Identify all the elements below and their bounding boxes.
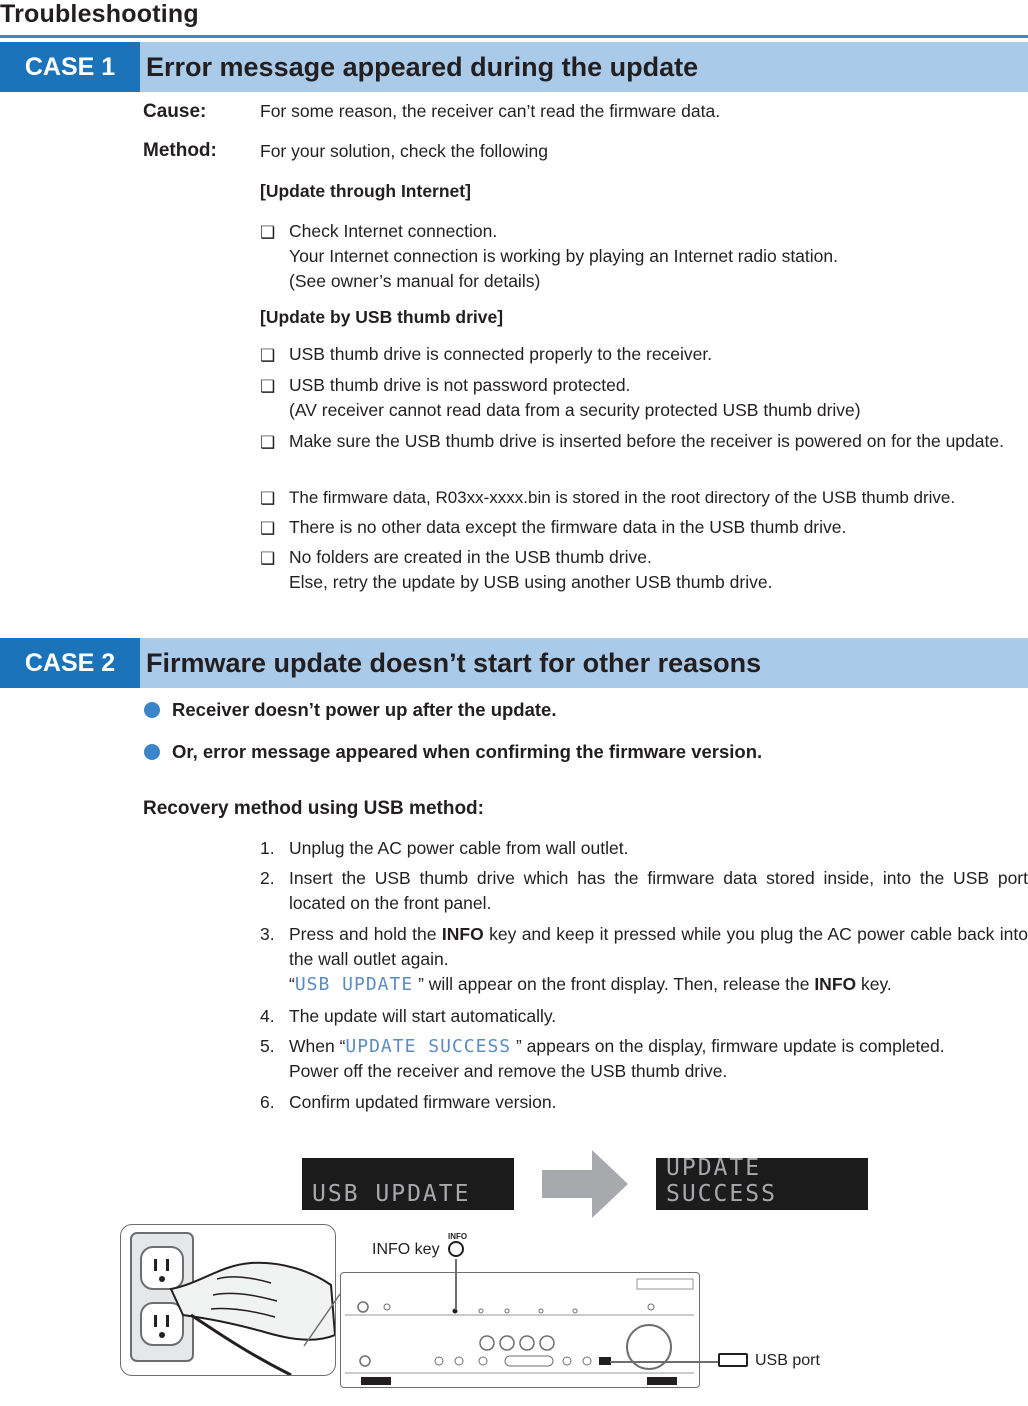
step-number: 6. xyxy=(260,1092,275,1112)
receiver-front-panel-icon xyxy=(341,1273,698,1386)
usb-heading: [Update by USB thumb drive] xyxy=(260,307,504,327)
step-text: key. xyxy=(856,974,892,994)
step-number: 2. xyxy=(260,868,275,888)
step-text: When “ xyxy=(289,1036,346,1056)
checklist-item xyxy=(260,342,1028,367)
checklist-text: No folders are created in the USB thumb drive. xyxy=(289,547,652,567)
checklist-text: (See owner’s manual for details) xyxy=(289,271,541,291)
checklist-text: The firmware data, R03xx-xxxx.bin is stored in the root directory of the USB thumb drive. xyxy=(289,488,956,507)
step-text: Power off the receiver and remove the USB thumb drive. xyxy=(289,1061,728,1081)
case2-bullet: Or, error message appeared when confirming the firmware version. xyxy=(172,741,763,762)
step-number: 4. xyxy=(260,1006,275,1026)
front-display-after: UPDATE SUCCESS xyxy=(656,1158,868,1210)
case1-title: Error message appeared during the update xyxy=(146,51,699,82)
checklist-text: USB thumb drive is connected properly to the receiver. xyxy=(289,344,713,364)
checkbox-icon: ❑ xyxy=(260,223,276,242)
case2-badge: CASE 2 xyxy=(0,638,140,688)
recovery-heading: Recovery method using USB method: xyxy=(143,798,484,819)
case2-bullet: Receiver doesn’t power up after the update. xyxy=(172,699,557,720)
checklist-text: Make sure the USB thumb drive is inserted before the receiver is powered on for the update. xyxy=(289,431,1004,451)
step-number: 1. xyxy=(260,838,275,858)
info-key-label: INFO key xyxy=(372,1241,440,1258)
checklist-item xyxy=(260,545,1028,595)
step-item xyxy=(260,866,1028,916)
step-item xyxy=(260,1034,1028,1084)
step-text: key and keep it pressed while you plug the AC power cable back into the wall outlet again. xyxy=(289,924,1028,969)
checkbox-icon: ❑ xyxy=(260,377,276,396)
info-key-ref: INFO xyxy=(441,924,484,944)
checklist-text: Your Internet connection is working by playing an Internet radio station. xyxy=(289,246,838,266)
case2-title: Firmware update doesn’t start for other reasons xyxy=(146,647,762,678)
cause-label: Cause: xyxy=(143,101,207,122)
step-text: Press and hold the xyxy=(289,924,442,944)
av-receiver-illustration xyxy=(340,1272,700,1388)
step-number: 3. xyxy=(260,924,275,944)
info-key-tag: INFO xyxy=(448,1232,468,1241)
checklist-item xyxy=(260,515,1028,540)
step-text: ” appears on the display, firmware update is completed. xyxy=(511,1036,945,1056)
checkbox-icon: ❑ xyxy=(260,519,276,538)
method-text: For your solution, check the following xyxy=(260,141,548,161)
step-text: ” will appear on the front display. Then, release the xyxy=(413,974,815,994)
bullet-icon xyxy=(144,744,160,760)
step-text: Unplug the AC power cable from wall outlet. xyxy=(289,838,629,858)
front-display-before: USB UPDATE xyxy=(302,1158,514,1210)
checklist-item xyxy=(260,485,1028,510)
checklist-item xyxy=(260,373,1028,423)
arrow-right-icon xyxy=(542,1150,628,1218)
step-item xyxy=(260,922,1028,997)
step-number: 5. xyxy=(260,1036,275,1056)
step-item xyxy=(260,1090,1028,1115)
internet-heading: [Update through Internet] xyxy=(260,181,471,201)
checklist-item xyxy=(260,429,1028,454)
step-text: Insert the USB thumb drive which has the firmware data stored inside, into the USB port located on the front panel. xyxy=(289,868,1028,913)
page-title: Troubleshooting xyxy=(0,0,199,28)
usb-port-label: USB port xyxy=(755,1352,820,1369)
checklist-text: Else, retry the update by USB using another USB thumb drive. xyxy=(289,572,773,592)
checklist-text: There is no other data except the firmware data in the USB thumb drive. xyxy=(289,517,847,537)
info-key-ref: INFO xyxy=(814,974,857,994)
info-key-icon xyxy=(448,1241,464,1257)
case1-badge: CASE 1 xyxy=(0,42,140,92)
step-item xyxy=(260,1004,1028,1029)
step-text: “ xyxy=(289,974,295,994)
checkbox-icon: ❑ xyxy=(260,433,276,452)
checkbox-icon: ❑ xyxy=(260,489,276,508)
lcd-text-update-success: UPDATE SUCCESS xyxy=(345,1036,512,1057)
checkbox-icon: ❑ xyxy=(260,549,276,568)
lcd-text-usb-update: USB UPDATE xyxy=(294,974,414,995)
callout-line xyxy=(296,1290,346,1350)
usb-port-icon xyxy=(718,1353,748,1367)
info-key-leader-line xyxy=(455,1259,457,1310)
cause-text: For some reason, the receiver can’t read the firmware data. xyxy=(260,101,721,121)
title-divider xyxy=(0,35,1028,38)
checklist-text: (AV receiver cannot read data from a security protected USB thumb drive) xyxy=(289,400,861,420)
checklist-text: Check Internet connection. xyxy=(289,221,498,241)
checklist-text: USB thumb drive is not password protected. xyxy=(289,375,631,395)
step-text: Confirm updated firmware version. xyxy=(289,1092,557,1112)
usb-port-leader-line xyxy=(610,1361,718,1363)
step-item xyxy=(260,836,1028,861)
checkbox-icon: ❑ xyxy=(260,346,276,365)
bullet-icon xyxy=(144,702,160,718)
checklist-item xyxy=(260,219,1028,294)
step-text: The update will start automatically. xyxy=(289,1006,557,1026)
method-label: Method: xyxy=(143,140,217,161)
